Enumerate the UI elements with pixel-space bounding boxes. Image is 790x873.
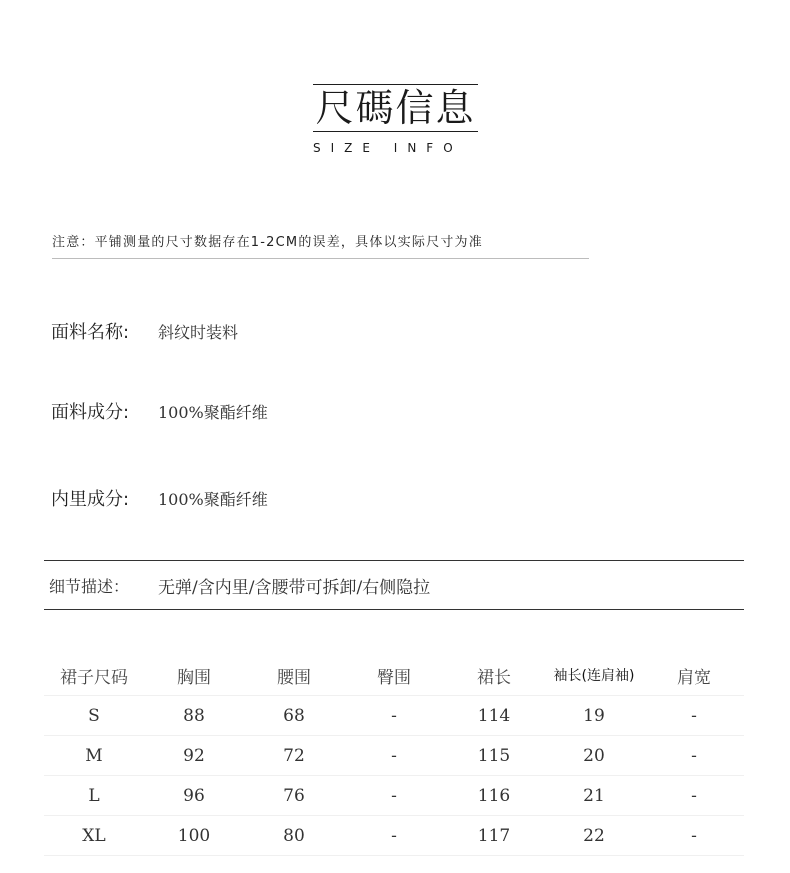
table-cell: 100 [144,816,244,856]
details-label: 细节描述： [49,577,130,596]
header-size: 裙子尺码 [44,655,144,696]
table-cell: 115 [444,736,544,776]
table-cell: M [44,736,144,776]
table-cell: 22 [544,816,644,856]
header-waist: 腰围 [244,655,344,696]
table-cell: - [644,816,744,856]
fabric-composition-label: 面料成分: [51,402,130,423]
table-cell: 114 [444,696,544,736]
table-cell: 88 [144,696,244,736]
fabric-composition-value: 100%聚酯纤维 [158,403,268,422]
size-table [44,655,744,856]
table-cell: - [644,696,744,736]
details-value: 无弹/含内里/含腰带可拆卸/右侧隐拉 [158,578,431,598]
table-row [44,816,744,856]
table-cell: 92 [144,736,244,776]
table-cell: - [644,776,744,816]
table-cell: - [344,696,444,736]
details-row [44,560,744,610]
table-cell: - [344,776,444,816]
page-subtitle: SIZE INFO [313,141,463,155]
table-header-row [44,655,744,696]
table-cell: - [344,736,444,776]
table-cell: L [44,776,144,816]
fabric-name-row [51,318,238,344]
table-row [44,696,744,736]
measurement-note: 注意：平铺测量的尺寸数据存在1-2CM的误差，具体以实际尺寸为准 [52,235,483,250]
table-cell: 72 [244,736,344,776]
table-cell: 20 [544,736,644,776]
table-cell: - [344,816,444,856]
fabric-name-value: 斜纹时装料 [158,323,239,342]
lining-composition-row [51,485,268,511]
table-cell: S [44,696,144,736]
table-cell: 76 [244,776,344,816]
lining-composition-value: 100%聚酯纤维 [158,490,268,509]
table-cell: 96 [144,776,244,816]
table-cell: 117 [444,816,544,856]
table-cell: 80 [244,816,344,856]
title-bottom-rule [313,131,478,132]
note-divider [52,258,589,259]
page-title: 尺碼信息 [315,86,476,130]
table-cell: 21 [544,776,644,816]
fabric-name-label: 面料名称: [51,322,130,343]
table-cell: XL [44,816,144,856]
table-cell: 68 [244,696,344,736]
lining-composition-label: 内里成分: [51,489,130,510]
table-row [44,776,744,816]
table-row [44,736,744,776]
table-cell: 19 [544,696,644,736]
table-cell: - [644,736,744,776]
title-block [313,84,478,132]
header-bust: 胸围 [144,655,244,696]
fabric-composition-row [51,398,268,424]
table-cell: 116 [444,776,544,816]
header-shoulder: 肩宽 [644,655,744,696]
header-skirt-length: 裙长 [444,655,544,696]
header-sleeve-length: 袖长(连肩袖) [544,655,644,696]
header-hip: 臀围 [344,655,444,696]
